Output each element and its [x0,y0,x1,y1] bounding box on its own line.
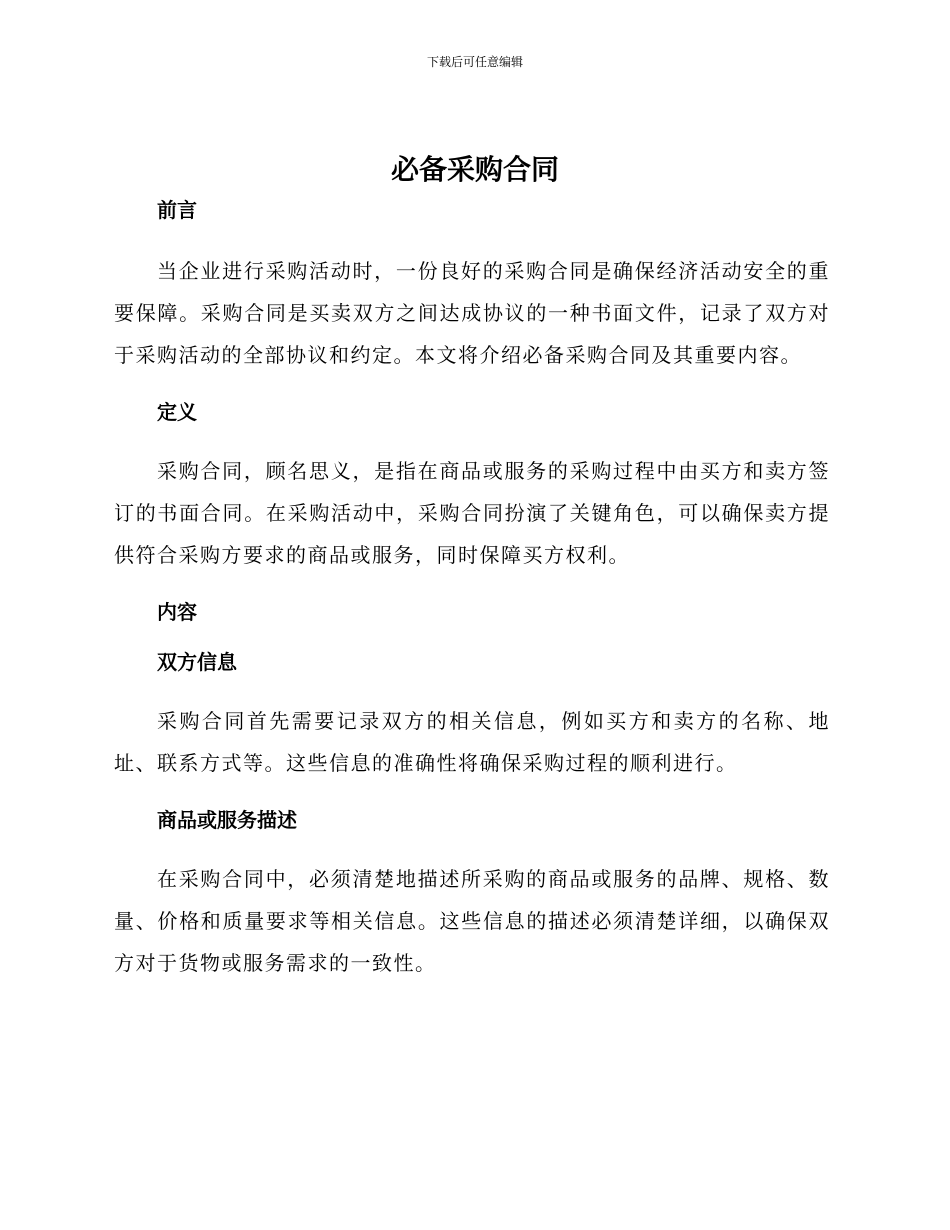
section-paragraph-goods-description: 在采购合同中，必须清楚地描述所采购的商品或服务的品牌、规格、数量、价格和质量要求等相关信息。这些信息的描述必须清楚详细，以确保双方对于货物或服务需求的一致性。 [114,867,830,975]
section-heading-definition: 定义 [157,400,197,424]
section-heading-goods-description: 商品或服务描述 [157,808,297,832]
section-heading-party-info: 双方信息 [157,650,237,674]
section-heading-content: 内容 [157,600,197,624]
document-title: 必备采购合同 [390,153,559,186]
section-paragraph-definition: 采购合同，顾名思义，是指在商品或服务的采购过程中由买方和卖方签订的书面合同。在采购活动中，采购合同扮演了关键角色，可以确保卖方提供符合采购方要求的商品或服务，同时保障买方权利。 [114,459,830,567]
header-note: 下载后可任意编辑 [426,55,523,69]
section-paragraph-party-info: 采购合同首先需要记录双方的相关信息，例如买方和卖方的名称、地址、联系方式等。这些信息的准确性将确保采购过程的顺利进行。 [114,709,830,775]
document-body [114,196,830,984]
section-heading-preface: 前言 [157,198,197,222]
section-paragraph-preface: 当企业进行采购活动时，一份良好的采购合同是确保经济活动安全的重要保障。采购合同是买卖双方之间达成协议的一种书面文件，记录了双方对于采购活动的全部协议和约定。本文将介绍必备采购合同及其重要内容。 [114,259,830,367]
